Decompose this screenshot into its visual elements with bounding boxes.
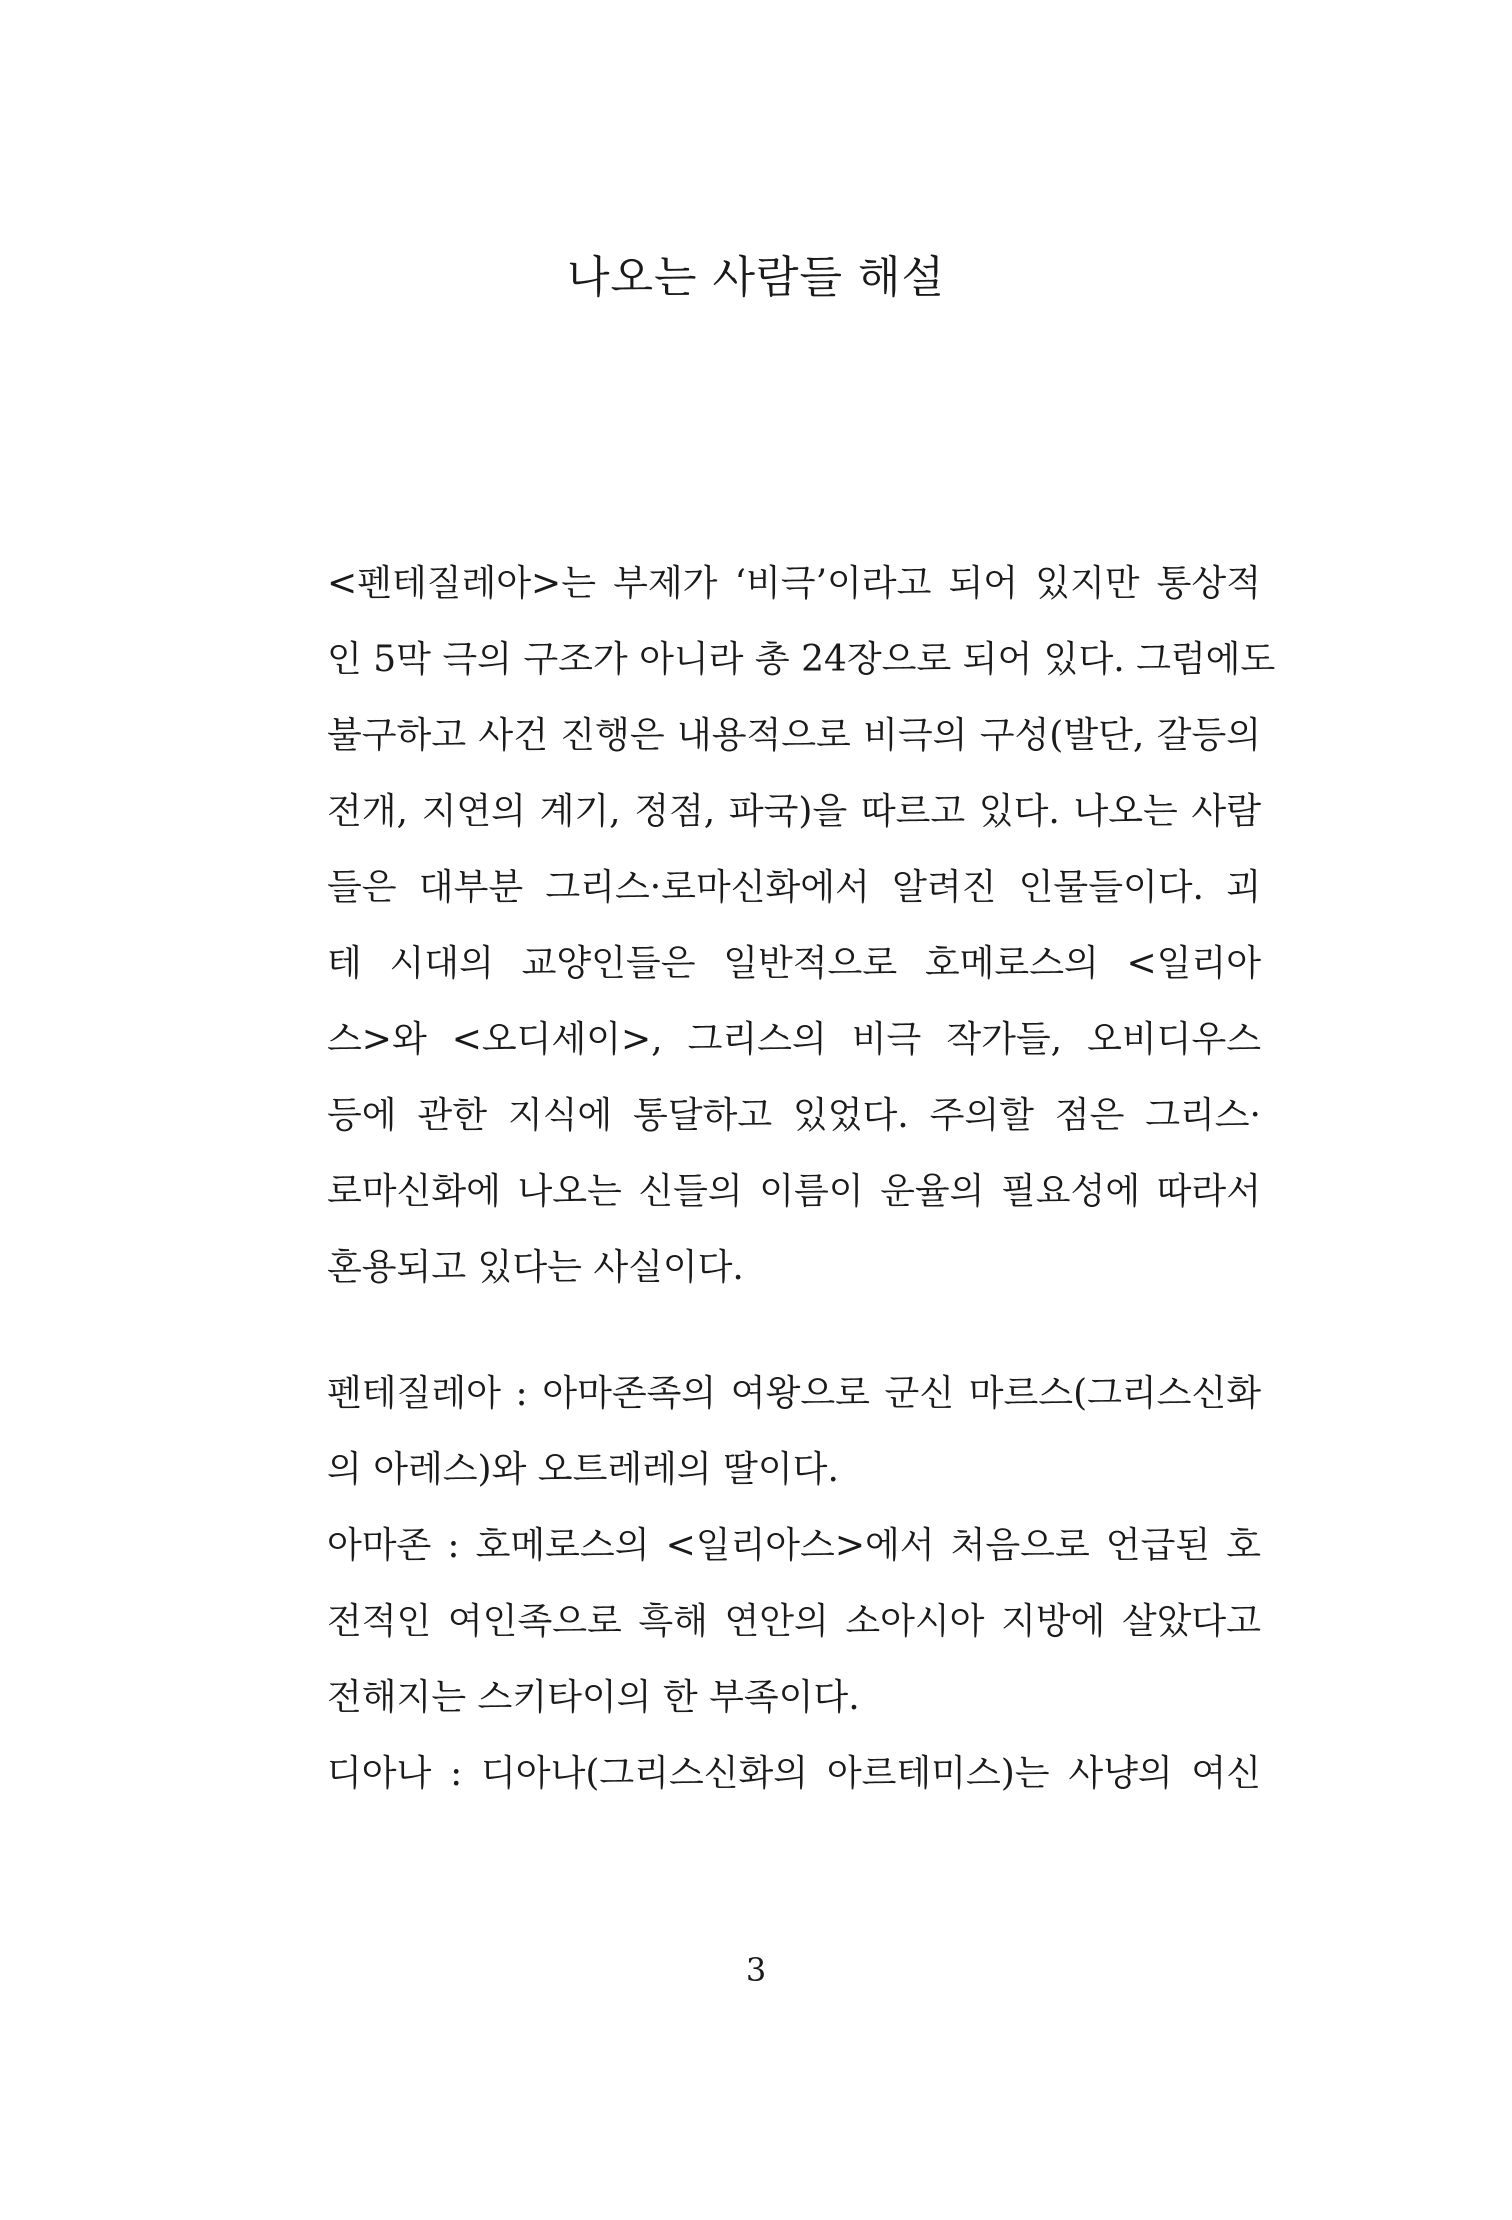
entry-line: 전적인 여인족으로 흑해 연안의 소아시아 지방에 살았다고 (327, 1601, 1261, 1642)
entry-line: 펜테질레아 : 아마존족의 여왕으로 군신 마르스(그리스신화 (327, 1373, 1261, 1414)
intro-line: 혼용되고 있다는 사실이다. (327, 1247, 744, 1288)
entry-line: 아마존 : 호메로스의 <일리아스>에서 처음으로 언급된 호 (327, 1525, 1261, 1566)
page-title: 나오는 사람들 해설 (566, 252, 945, 303)
intro-line: <펜테질레아>는 부제가 ‘비극’이라고 되어 있지만 통상적 (327, 563, 1261, 604)
intro-line: 들은 대부분 그리스·로마신화에서 알려진 인물들이다. 괴 (327, 867, 1261, 908)
intro-line: 인 5막 극의 구조가 아니라 총 24장으로 되어 있다. 그럼에도 (327, 639, 1276, 680)
entry-line: 전해지는 스키타이의 한 부족이다. (327, 1677, 860, 1718)
entry-line: 디아나 : 디아나(그리스신화의 아르테미스)는 사냥의 여신 (327, 1753, 1261, 1794)
intro-line: 등에 관한 지식에 통달하고 있었다. 주의할 점은 그리스· (327, 1095, 1261, 1136)
page-number: 3 (745, 1951, 767, 1989)
intro-line: 스>와 <오디세이>, 그리스의 비극 작가들, 오비디우스 (327, 1019, 1261, 1060)
intro-line: 테 시대의 교양인들은 일반적으로 호메로스의 <일리아 (327, 943, 1261, 984)
intro-line: 전개, 지연의 계기, 정점, 파국)을 따르고 있다. 나오는 사람 (327, 791, 1261, 832)
entry-line: 의 아레스)와 오트레레의 딸이다. (327, 1449, 839, 1490)
intro-line: 로마신화에 나오는 신들의 이름이 운율의 필요성에 따라서 (327, 1171, 1261, 1212)
intro-line: 불구하고 사건 진행은 내용적으로 비극의 구성(발단, 갈등의 (327, 715, 1261, 756)
